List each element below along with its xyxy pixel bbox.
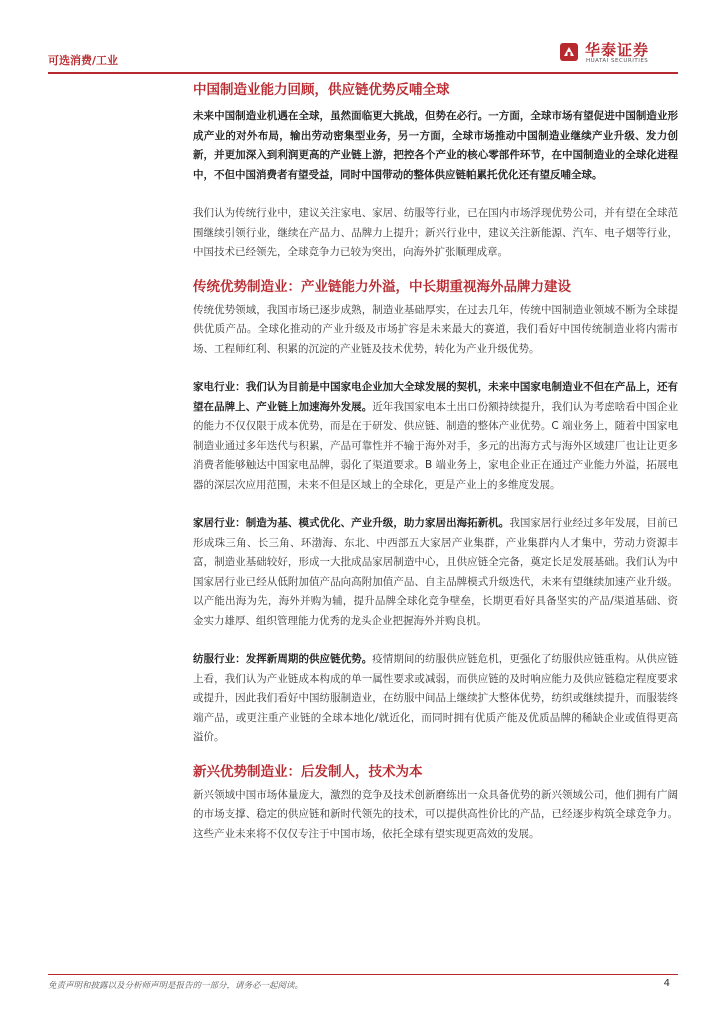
body-paragraph: 传统优势领域，我国市场已逐步成熟，制造业基础厚实，在过去几年，传统中国制造业领域不断为全球提供优质产品。全球化推动的产业升级及市场扩容是未来最大的赛道，我们看好中国传统制造业将内需市场、工程师红利、积累的沉淀的产业链及技术优势，转化为产业升级优势。	[193, 303, 678, 355]
disclaimer-note: 免责声明和披露以及分析师声明是报告的一部分，请务必一起阅读。	[48, 981, 304, 991]
paragraph-text: 我国家居行业经过多年发展，目前已形成珠三角、长三角、环渤海、东北、中西部五大家居产业集群，产业集群内人才集中，劳动力资源丰富，制造业基础较好，形成一大批成品家居制造中心，且供应链全完备，奠定长足发展基础。我们认为中国家居行业已经从低附加值产品向高附加值产品、自主品牌模式升级迭代，未来有望继续加速产业升级。以产能出海为先，海外并购为辅，提升品牌全球化竞争壁垒，长期更看好具备坚实的产品/渠道基础、资金实力雄厚、组织管理能力优秀的龙头企业把握海外并购良机。	[193, 517, 679, 627]
section-heading: 传统优势制造业：产业链能力外溢，中长期重视海外品牌力建设	[193, 278, 571, 295]
paragraph-lead: 纺服行业：发挥新周期的供应链优势。	[193, 653, 373, 665]
logo-text-cn: 华泰证券	[585, 41, 650, 59]
page-number: 4	[663, 978, 670, 989]
report-category: 可选消费/工业	[48, 54, 119, 67]
body-paragraph: 新兴领域中国市场体量庞大，激烈的竞争及技术创新磨练出一众具备优势的新兴领域公司，他们拥有广阔的市场支撑、稳定的供应链和新时代领先的技术，可以提供高性价比的产品，已经逐步构筑全球竞争力。这些产业未来将不仅仅专注于中国市场，依托全球有望实现更高效的发展。	[193, 788, 678, 840]
paragraph-text: 疫情期间的纺服供应链危机，更强化了纺服供应链重构。从供应链上看，我们认为产业链成本构成的单一属性要求或减弱，而供应链的及时响应能力及供应链稳定程度要求或提升，因此我们看好中国纺服制造业，在纺服中间品上继续扩大整体优势，纺织或继续提升，而服装终端产品，或更注重产业链的全球本地化/就近化，而同时拥有优质产能及优质品牌的稀缺企业或值得更高溢价。	[193, 653, 679, 743]
logo-text-en: HUATAI SECURITIES	[586, 58, 649, 64]
body-paragraph: 我们认为传统行业中，建议关注家电、家居、纺服等行业，已在国内市场浮现优势公司，并有望在全球范围继续引领行业，继续在产品力、品牌力上提升；新兴行业中，建议关注新能源、汽车、电子烟等行业，中国技术已经领先，全球竞争力已较为突出，向海外扩张顺理成章。	[193, 207, 678, 258]
paragraph-lead: 家居行业：制造为基、模式优化、产业升级，助力家居出海拓新机。	[193, 517, 510, 529]
industry-paragraph-home-furnishing	[193, 514, 678, 631]
header-divider	[48, 72, 678, 74]
huatai-logo-icon	[558, 41, 580, 63]
paragraph-text: 近年我国家电本土出口份额持续提升，我们认为考虑啥看中国企业的能力不仅仅限于成本优势，而是在于研发、供应链、制造的整体产业优势。C 端业务上，随着中国家电制造业通过多年迭代与积累，产品可靠性并不输于海外对手，多元的出海方式与海外区域建厂也让让更多消费者能够触达中国家电品牌，弱化了渠道要求。B 端业务上，家电企业正在通过产业能力外溢，拓展电器的深层次应用范围，未来不但是区域上的全球化，更是产业上的多维度发展。	[193, 400, 679, 491]
footer-divider	[48, 974, 678, 975]
huatai-logo	[558, 38, 678, 68]
section-heading: 中国制造业能力回顾，供应链优势反哺全球	[193, 82, 450, 98]
industry-paragraph-appliances	[193, 378, 678, 495]
section-heading: 新兴优势制造业：后发制人，技术为本	[193, 763, 423, 780]
industry-paragraph-textile-apparel	[193, 650, 678, 748]
report-body	[193, 80, 678, 844]
section-summary: 未来中国制造业机遇在全球，虽然面临更大挑战，但势在必行。一方面，全球市场有望促进中国制造业形成产业的对外布局，输出劳动密集型业务，另一方面，全球市场推动中国制造业继续产业升级、发力创新，并更加深入到利润更高的产业链上游，把控各个产业的核心零部件环节，在中国制造业的全球化进程中，不但中国消费者有望受益，同时中国带动的整体供应链帕累托优化还有望反哺全球。	[193, 110, 678, 181]
page-header	[48, 38, 678, 70]
paragraph-lead: 家电行业：我们认为目前是中国家电企业加大全球发展的契机，未来中国家电制造业不但在产品上，还有望在品牌上、产业链上加速海外发展。	[193, 381, 678, 413]
